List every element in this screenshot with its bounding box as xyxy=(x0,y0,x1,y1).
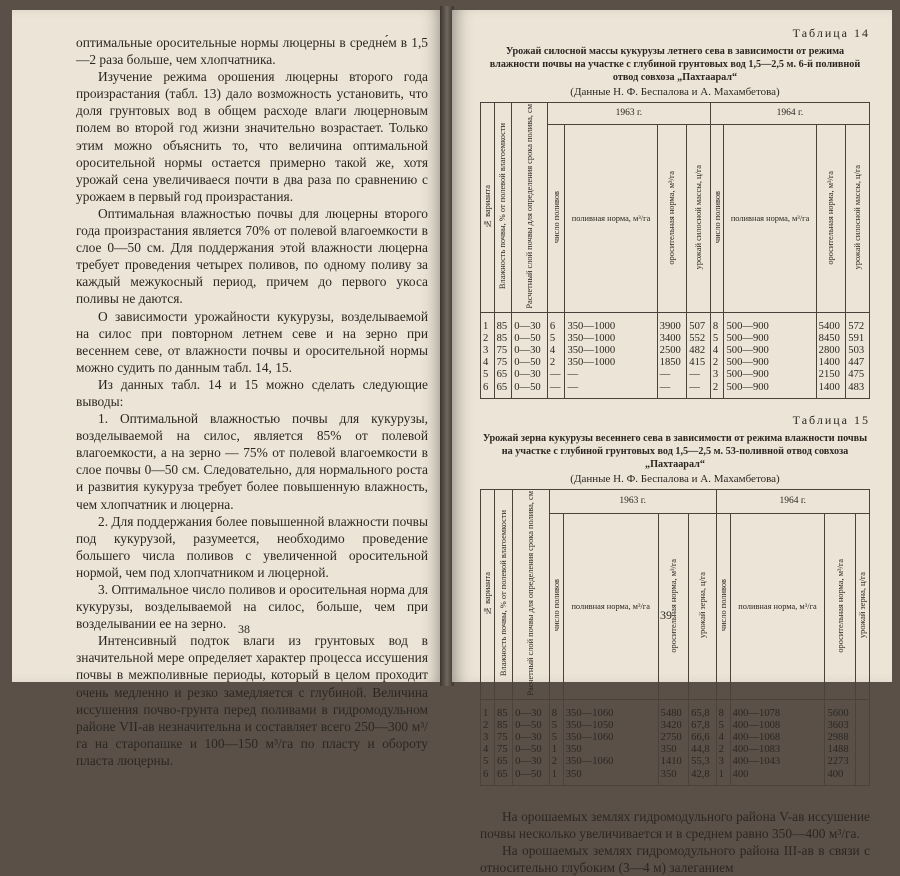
table-cell: 500—900 xyxy=(724,345,816,357)
table-cell: 400—1083 xyxy=(730,744,825,756)
table-cell: 0—30 xyxy=(512,369,548,381)
table-cell: 3 xyxy=(481,732,495,744)
table-cell: 5 xyxy=(481,369,495,381)
table-cell: 4 xyxy=(481,357,495,369)
table-cell: 3 xyxy=(716,756,730,768)
table-cell: 500—900 xyxy=(724,333,816,345)
right-page xyxy=(452,10,892,875)
table-row xyxy=(481,357,870,369)
table-cell: 85 xyxy=(494,720,512,732)
table-label: Таблица 14 xyxy=(792,26,870,40)
table-cell: 8 xyxy=(549,699,563,720)
table-cell: — xyxy=(565,369,657,381)
table-cell: — xyxy=(687,369,711,381)
paragraph: 3. Оптимальное число поливов и оросительная норма для кукурузы, возделываемой на силос, больше, чем при возделывании ее на зерно. xyxy=(76,582,428,632)
table-title: Урожай зерна кукурузы весеннего сева в зависимости от режима влажности почвы на участке с глубиной грунтовых вод 1,5—2,5 м. 53-поливной отвод совхоза „Пахтаарал“ xyxy=(482,432,868,470)
table-cell: 350—1000 xyxy=(565,345,657,357)
table-cell: 5400 xyxy=(816,312,846,333)
year-header: 1963 г. xyxy=(547,103,710,125)
table-cell: 0—30 xyxy=(513,699,550,720)
table-cell: 8450 xyxy=(816,333,846,345)
table-cell: 2750 xyxy=(658,732,688,744)
table-cell: 415 xyxy=(687,357,711,369)
table-cell: — xyxy=(657,382,687,399)
table-cell: 500—900 xyxy=(724,382,816,399)
year-header: 1963 г. xyxy=(549,489,716,513)
col-header: Влажность почвы, % от полевой влагоемкости xyxy=(499,510,509,677)
table-cell: 65,8 xyxy=(689,699,716,720)
table-cell: 552 xyxy=(687,333,711,345)
table-label: Таблица 15 xyxy=(792,412,870,427)
col-header: поливная норма, м³/га xyxy=(565,125,657,312)
table-cell: 85 xyxy=(494,312,512,333)
table-cell: 3900 xyxy=(657,312,687,333)
table-cell: 400 xyxy=(825,769,855,786)
table-cell: 400—1043 xyxy=(730,756,825,768)
paragraph: На орошаемых землях гидромодульного района V-ав иссушение почвы несколько увеличивается и в среднем равно 350—400 м³/га. xyxy=(480,808,870,841)
table-cell: 400 xyxy=(730,769,825,786)
table-cell: 1400 xyxy=(816,357,846,369)
table-cell: 5 xyxy=(547,333,565,345)
table-cell: 3 xyxy=(710,369,724,381)
table-cell: 75 xyxy=(494,357,512,369)
col-header: оросительная норма, м³/га xyxy=(668,558,678,653)
paragraph: оптимальные оросительные нормы люцерны в средне́м в 1,5—2 раза больше, чем хлопчатника. xyxy=(76,35,428,68)
table-cell: 0—30 xyxy=(513,732,550,744)
table-cell: 65 xyxy=(494,756,512,768)
table-cell: 507 xyxy=(687,312,711,333)
table-cell: 572 xyxy=(846,312,870,333)
table-cell: 6 xyxy=(481,769,495,786)
table-cell xyxy=(855,720,869,732)
table-cell: 2500 xyxy=(657,345,687,357)
col-header: Расчетный слой почвы для определения срока полива, см xyxy=(526,490,536,696)
table-cell: 75 xyxy=(494,345,512,357)
col-header: поливная норма, м³/га xyxy=(724,125,816,312)
table-cell: 85 xyxy=(494,333,512,345)
paragraph: 1. Оптимальной влажностью почвы для кукурузы, возделываемой на силос, является 85% от полевой влагоемкости, а на зерно — 75% от полевой влагоемкости в слое почвы 0—50 см. Следовательно, для нормального роста и развития кукуруза требует более повышенную влажность, чем хлопчатник и люцерна. xyxy=(76,411,428,512)
col-header: урожай силосной массы, ц/га xyxy=(694,165,704,270)
table-cell: 0—30 xyxy=(512,312,548,333)
col-header: Влажность почвы, % от полевой влагоемкости xyxy=(498,123,508,290)
table-cell: 2 xyxy=(481,333,495,345)
col-header: поливная норма, м³/га xyxy=(730,514,825,699)
table-cell: 4 xyxy=(710,345,724,357)
table-row xyxy=(481,699,870,720)
col-header: оросительная норма, м³/га xyxy=(667,170,677,265)
table-row xyxy=(481,744,870,756)
table-row xyxy=(481,369,870,381)
table-cell: 350—1060 xyxy=(563,732,658,744)
col-header: № варианта xyxy=(482,571,492,615)
table-cell: 350 xyxy=(658,744,688,756)
table-cell: 65 xyxy=(494,382,512,399)
table-source: (Данные Н. Ф. Беспалова и А. Махамбетова) xyxy=(570,86,780,98)
table-cell: 0—50 xyxy=(513,720,550,732)
table-cell: 55,3 xyxy=(689,756,716,768)
table-cell: 5480 xyxy=(658,699,688,720)
table-cell: 350—1000 xyxy=(565,357,657,369)
table-cell: — xyxy=(687,382,711,399)
table-cell: 500—900 xyxy=(724,312,816,333)
table-cell: 8 xyxy=(710,312,724,333)
table-cell: — xyxy=(657,369,687,381)
table-cell: 350—1000 xyxy=(565,312,657,333)
table-cell: 350—1050 xyxy=(563,720,658,732)
table-cell: 3 xyxy=(481,345,495,357)
table-cell: 503 xyxy=(846,345,870,357)
table-cell: 44,8 xyxy=(689,744,716,756)
table-cell: 2150 xyxy=(816,369,846,381)
table-cell: 350—1000 xyxy=(565,333,657,345)
table-cell: 1 xyxy=(481,312,495,333)
table-cell: 0—50 xyxy=(512,382,548,399)
table-cell: 483 xyxy=(846,382,870,399)
table-cell: 65 xyxy=(494,769,512,786)
table-cell: 350 xyxy=(563,744,658,756)
paragraph: О зависимости урожайности кукурузы, возделываемой на силос при повторном летнем севе и на зерно при весеннем севе, от влажности почвы и оросительной нормы можно судить по данным табл. 14, 15. xyxy=(76,308,428,375)
table-cell: 350 xyxy=(563,769,658,786)
table-cell: 2 xyxy=(481,720,495,732)
right-page-content xyxy=(480,26,870,876)
year-header: 1964 г. xyxy=(710,103,869,125)
table-cell xyxy=(855,744,869,756)
col-header: число поливов xyxy=(551,191,561,244)
table-cell: — xyxy=(565,382,657,399)
table-cell: 2 xyxy=(547,357,565,369)
table-cell: 5600 xyxy=(825,699,855,720)
table-14 xyxy=(480,102,870,399)
table-cell: 0—50 xyxy=(512,333,548,345)
table-cell xyxy=(855,699,869,720)
table-source: (Данные Н. Ф. Беспалова и А. Махамбетова) xyxy=(570,472,780,485)
table-cell: 5 xyxy=(481,756,495,768)
table-cell: 2273 xyxy=(825,756,855,768)
table-cell: 2988 xyxy=(825,732,855,744)
table-cell: 591 xyxy=(846,333,870,345)
left-page xyxy=(12,10,442,768)
table-row xyxy=(481,769,870,786)
table-cell: 4 xyxy=(547,345,565,357)
table-row xyxy=(481,345,870,357)
col-header: число поливов xyxy=(712,191,722,244)
table-cell: 6 xyxy=(547,312,565,333)
col-header: Расчетный слой почвы для определения срока полива, см xyxy=(525,104,534,309)
table-cell: 4 xyxy=(716,732,730,744)
col-header: урожай зерна, ц/га xyxy=(697,572,707,639)
table-cell: 5 xyxy=(710,333,724,345)
table-cell: 2800 xyxy=(816,345,846,357)
page-number: 39 xyxy=(660,608,672,622)
table-cell: 3420 xyxy=(658,720,688,732)
table-cell: 500—900 xyxy=(724,369,816,381)
table-cell: 0—30 xyxy=(513,756,550,768)
table-cell xyxy=(855,756,869,768)
table-title: Урожай силосной массы кукурузы летнего сева в зависимости от режима влажности почвы на участке с глубиной грунтовых вод 1,5—2,5 м. 6-й поливной отвод совхоза „Пахтаарал“ xyxy=(489,46,861,83)
table-cell: 350 xyxy=(658,769,688,786)
table-row xyxy=(481,382,870,399)
col-header: число поливов xyxy=(551,579,561,632)
table-cell: 5 xyxy=(549,720,563,732)
table-cell xyxy=(855,769,869,786)
col-header: урожай силосной массы, ц/га xyxy=(853,165,863,270)
col-header: поливная норма, м³/га xyxy=(563,514,658,699)
table-cell: 1850 xyxy=(657,357,687,369)
table-row xyxy=(481,333,870,345)
col-header: урожай зерна, ц/га xyxy=(857,572,867,639)
table-cell: 500—900 xyxy=(724,357,816,369)
table-row xyxy=(481,756,870,768)
paragraph: Из данных табл. 14 и 15 можно сделать следующие выводы: xyxy=(76,376,428,409)
table-cell: 65 xyxy=(494,369,512,381)
table-cell: 85 xyxy=(494,699,512,720)
table-cell: 3400 xyxy=(657,333,687,345)
table-cell: 6 xyxy=(481,382,495,399)
col-header: № варианта xyxy=(482,184,492,228)
table-15 xyxy=(480,489,870,786)
col-header: число поливов xyxy=(718,579,728,632)
year-header: 1964 г. xyxy=(716,489,869,513)
table-cell: 350—1060 xyxy=(563,756,658,768)
table-cell: 8 xyxy=(716,699,730,720)
table-cell: — xyxy=(547,382,565,399)
table-cell: 350—1060 xyxy=(563,699,658,720)
table-cell: 475 xyxy=(846,369,870,381)
table-cell: 75 xyxy=(494,744,512,756)
col-header: оросительная норма, м³/га xyxy=(826,170,836,265)
paragraph: На орошаемых землях гидромодульного района III-ав в связи с относительно глубоким (3—4 м) залеганием xyxy=(480,842,870,875)
table-cell: 1 xyxy=(716,769,730,786)
table-cell: 5 xyxy=(549,732,563,744)
table-cell: 1 xyxy=(481,699,495,720)
table-cell: 1 xyxy=(549,769,563,786)
paragraph: 2. Для поддержания более повышенной влажности почвы под кукурузой, разумеется, необходимо проведение большего числа поливов с увеличенной оросительной нормой, чем под хлопчатником и люцерной. xyxy=(76,513,428,580)
table-cell: 400—1078 xyxy=(730,699,825,720)
table-cell: 0—50 xyxy=(513,744,550,756)
col-header: оросительная норма, м³/га xyxy=(835,558,845,653)
table-cell: 2 xyxy=(710,357,724,369)
table-cell: 3603 xyxy=(825,720,855,732)
table-cell: 67,8 xyxy=(689,720,716,732)
table-row xyxy=(481,720,870,732)
paragraph: Оптимальная влажностью почвы для люцерны второго года произрастания является 70% от полевой влагоемкости в слое 0—50 см. Для поддержания этой влажности люцерна требует проведения четырех поливов, по одному поливу за каждый межукосный период, причем до первого укоса поливы не даются. xyxy=(76,205,428,307)
table-row xyxy=(481,312,870,333)
table-cell: 1 xyxy=(549,744,563,756)
table-cell: 0—50 xyxy=(512,357,548,369)
right-page-text xyxy=(480,808,870,876)
table-cell: 447 xyxy=(846,357,870,369)
page-number: 38 xyxy=(238,622,250,636)
table-cell: 2 xyxy=(716,744,730,756)
table-cell: 2 xyxy=(710,382,724,399)
left-page-text xyxy=(76,34,428,769)
table-cell: 42,8 xyxy=(689,769,716,786)
table-cell: 2 xyxy=(549,756,563,768)
table-cell: 1400 xyxy=(816,382,846,399)
table-cell: 0—50 xyxy=(513,769,550,786)
table-cell: 5 xyxy=(716,720,730,732)
table-cell xyxy=(855,732,869,744)
table-row xyxy=(481,732,870,744)
table-cell: 4 xyxy=(481,744,495,756)
paragraph: Изучение режима орошения люцерны второго года произрастания (табл. 13) дало возможность установить, что доля грунтовых вод в общем расходе влаги люцерновым полем во второй год жизни значительно возрастает. Только этим можно объяснить то, что величина оптимальной оросительной нормы остается примерно такой же, хотя урожай сена увеличиваеся почти в два раза по сравнению с урожаем в первый год произрастания. xyxy=(76,69,428,204)
paragraph: Интенсивный подток влаги из грунтовых вод в значительной мере определяет характер процесса иссушения почвы в межполивные периоды, который в целом проходит очень медленно и резко замедляется с глубиной. Величина иссушения почво-грунта перед поливами в гидромодульном районе VII-ав незначительна и составляет всего 250—300 м³/га на старопашке и 100—150 м³/га по пласту и обороту пласта люцерны. xyxy=(76,633,428,768)
table-cell: 400—1068 xyxy=(730,732,825,744)
table-cell: 1410 xyxy=(658,756,688,768)
table-cell: — xyxy=(547,369,565,381)
table-cell: 66,6 xyxy=(689,732,716,744)
table-cell: 0—30 xyxy=(512,345,548,357)
table-cell: 75 xyxy=(494,732,512,744)
table-cell: 482 xyxy=(687,345,711,357)
table-cell: 400—1008 xyxy=(730,720,825,732)
table-cell: 1488 xyxy=(825,744,855,756)
